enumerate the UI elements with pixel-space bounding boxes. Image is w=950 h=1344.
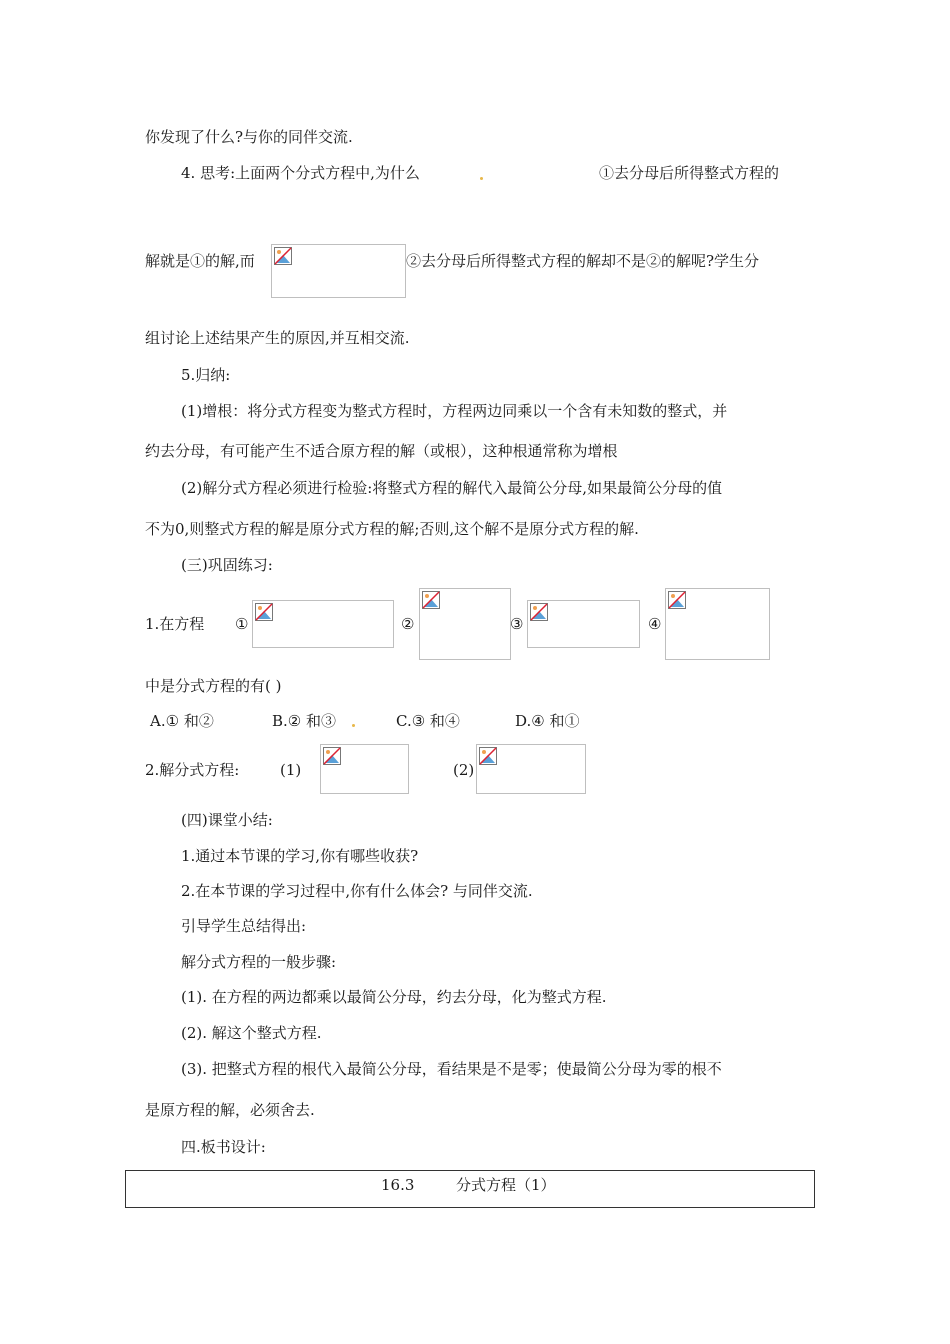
board-design-table: [125, 1170, 815, 1208]
broken-image-icon: [668, 591, 686, 609]
marker-1: ①: [235, 615, 249, 633]
board-title: 分式方程（1）: [456, 1176, 556, 1194]
equation-image-6: [476, 744, 586, 794]
text-line: 引导学生总结得出:: [181, 917, 307, 935]
text-line: ②去分母后所得整式方程的解却不是②的解呢?学生分: [406, 252, 760, 270]
text-line: (1). 在方程的两边都乘以最简公分母，约去分母，化为整式方程.: [181, 988, 607, 1006]
text-line: 你发现了什么?与你的同伴交流.: [145, 128, 353, 146]
option-a: A.① 和②: [150, 712, 214, 730]
equation-image-3: [527, 600, 640, 648]
part-1: (1): [280, 761, 302, 779]
exercise-label: 1.在方程: [145, 615, 205, 633]
text-line: 约去分母，有可能产生不适合原方程的解（或根），这种根通常称为增根: [145, 442, 618, 460]
text-line: 4. 思考:上面两个分式方程中,为什么: [181, 164, 420, 182]
text-line: 解就是①的解,而: [145, 252, 255, 270]
board-section-number: 16.3: [381, 1176, 415, 1194]
text-line: 是原方程的解，必须舍去.: [145, 1101, 315, 1119]
marker-3: ③: [510, 615, 524, 633]
broken-image-icon: [422, 591, 440, 609]
broken-image-icon: [274, 247, 292, 265]
part-2: (2): [453, 761, 475, 779]
broken-image-icon: [255, 603, 273, 621]
equation-image: [271, 244, 406, 298]
exercise-label: 2.解分式方程:: [145, 761, 240, 779]
broken-image-icon: [323, 747, 341, 765]
text-line: (三)巩固练习:: [181, 556, 273, 574]
marker-4: ④: [648, 615, 662, 633]
text-line: 1.通过本节课的学习,你有哪些收获?: [181, 847, 419, 865]
text-line: ①去分母后所得整式方程的: [599, 164, 780, 182]
marker-2: ②: [401, 615, 415, 633]
text-line: (1)增根：将分式方程变为整式方程时，方程两边同乘以一个含有未知数的整式，并: [181, 402, 728, 420]
text-line: 中是分式方程的有( ): [145, 677, 282, 695]
text-line: 不为0,则整式方程的解是原分式方程的解;否则,这个解不是原分式方程的解.: [145, 520, 639, 538]
option-c: C.③ 和④: [396, 712, 460, 730]
text-line: 解分式方程的一般步骤:: [181, 953, 337, 971]
text-line: (2). 解这个整式方程.: [181, 1024, 322, 1042]
equation-image-1: [252, 600, 394, 648]
text-line: 5.归纳:: [181, 366, 231, 384]
text-line: (3). 把整式方程的根代入最简公分母，看结果是不是零；使最简公分母为零的根不: [181, 1060, 722, 1078]
equation-image-2: [419, 588, 511, 660]
text-line: (2)解分式方程必须进行检验:将整式方程的解代入最简公分母,如果最简公分母的值: [181, 479, 723, 497]
text-line: 2.在本节课的学习过程中,你有什么体会? 与同伴交流.: [181, 882, 533, 900]
marker-dot: [480, 177, 483, 180]
equation-image-5: [320, 744, 409, 794]
option-d: D.④ 和①: [515, 712, 580, 730]
broken-image-icon: [479, 747, 497, 765]
marker-dot: [352, 724, 355, 727]
text-line: 组讨论上述结果产生的原因,并互相交流.: [145, 329, 410, 347]
equation-image-4: [665, 588, 770, 660]
text-line: 四.板书设计:: [181, 1138, 266, 1156]
option-b: B.② 和③: [272, 712, 337, 730]
text-line: (四)课堂小结:: [181, 811, 273, 829]
broken-image-icon: [530, 603, 548, 621]
